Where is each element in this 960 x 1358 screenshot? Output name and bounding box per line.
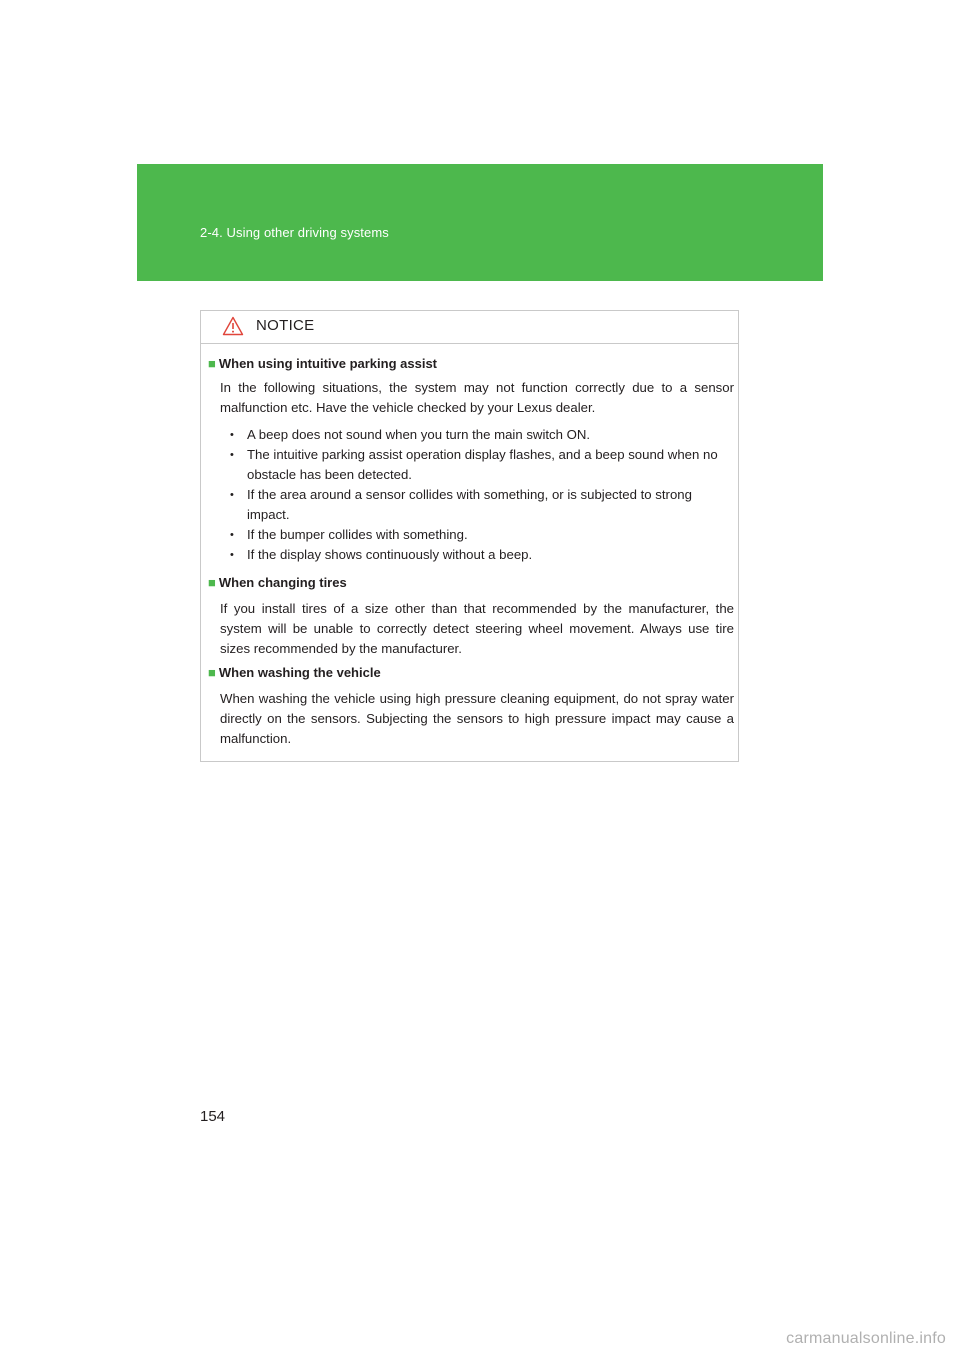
section-paragraph: When washing the vehicle using high pressure cleaning equipment, do not spray water directly on the sensors. Subjecting the sensors to high pressure impact may cause a malfunction.: [220, 691, 734, 746]
notice-label: NOTICE: [256, 317, 315, 334]
square-bullet-icon: ■: [208, 665, 216, 680]
bullet-list: [230, 425, 730, 565]
section-heading: When washing the vehicle: [218, 665, 381, 680]
square-bullet-icon: ■: [208, 356, 216, 371]
watermark-text[interactable]: carmanualsonline.info: [786, 1330, 946, 1347]
list-item: • If the bumper collides with something.: [230, 525, 730, 545]
square-bullet-icon: ■: [208, 575, 216, 590]
notice-box: [200, 310, 739, 762]
list-item: • If the area around a sensor collides with something, or is subjected to strong impact.: [230, 485, 730, 525]
warning-triangle-icon: [222, 316, 244, 336]
page-number: 154: [200, 1108, 226, 1125]
notice-header: [201, 311, 738, 344]
list-item: • A beep does not sound when you turn the main switch ON.: [230, 425, 730, 445]
section-paragraph: If you install tires of a size other than that recommended by the manufacturer, the system will be unable to correctly detect steering wheel movement. Always use tire sizes recommended by the manufacturer.: [220, 601, 734, 656]
section-header-band: [137, 164, 823, 281]
section-title: 2-4. Using other driving systems: [200, 225, 389, 240]
list-item: • The intuitive parking assist operation display flashes, and a beep sound when no obstacle has been detected.: [230, 445, 730, 485]
section-heading: When changing tires: [218, 575, 347, 590]
section-paragraph: In the following situations, the system may not function correctly due to a sensor malfunction etc. Have the vehicle checked by your Lexus dealer.: [220, 380, 734, 415]
section-heading: When using intuitive parking assist: [218, 356, 438, 371]
list-item: • If the display shows continuously without a beep.: [230, 545, 730, 565]
